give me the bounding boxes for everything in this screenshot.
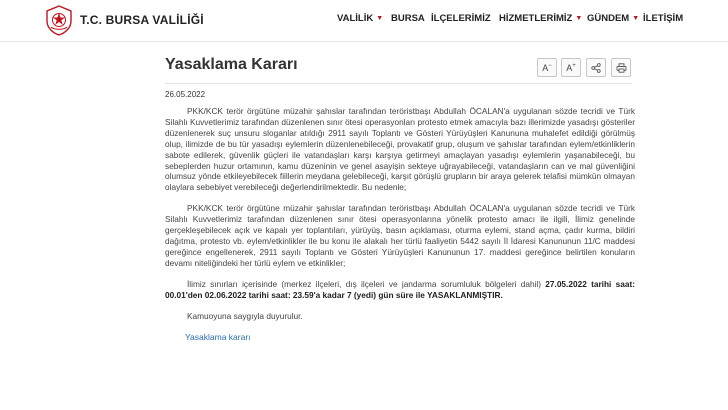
font-increase-icon: A+ [566,62,576,73]
chevron-down-icon: ▼ [575,15,583,22]
nav-item-valilik[interactable] [337,13,383,24]
font-decrease-button[interactable] [537,58,557,77]
publish-date: 26.05.2022 [165,90,206,99]
share-button[interactable] [586,58,606,77]
site-title[interactable]: T.C. BURSA VALİLİĞİ [80,13,204,27]
nav-item-ilcelerimiz[interactable] [431,13,491,24]
share-icon [591,63,601,73]
page-title: Yasaklama Kararı [165,56,298,73]
nav-item-label: GÜNDEM [587,13,630,24]
font-increase-button[interactable] [561,58,581,77]
nav-item-bursa[interactable] [391,13,425,24]
closing-text: Kamuoyuna saygıyla duyurulur. [187,310,303,321]
font-decrease-icon: A− [542,62,552,73]
nav-item-gundem[interactable] [587,13,639,24]
nav-item-label: VALİLİK [337,13,374,24]
nav-item-label: İLÇELERİMİZ [431,13,491,24]
nav-item-label: HİZMETLERİMİZ [499,13,573,24]
nav-item-label: İLETİŞİM [643,13,684,24]
nav-item-iletisim[interactable] [643,13,683,24]
chevron-down-icon: ▼ [376,15,384,22]
ban-decision-dates: 27.05.2022 tarihi saat: 00.01'den 02.06.2022 tarihi saat: 23.59'a kadar 7 (yedi) gün süre ile YASAKLANMIŞTIR. [165,278,635,300]
nav-item-label: BURSA [391,13,425,24]
ban-decision-paragraph [165,279,635,301]
bursa-valiligi-logo-icon[interactable] [44,4,74,36]
print-button[interactable] [611,58,631,77]
ban-decision-text: İlimiz sınırları içerisinde (merkez ilçeleri, dış ilçeleri ve jandarma sorumluluk bölgeleri dahil) [187,278,546,289]
article-paragraph: PKK/KCK terör örgütüne müzahir şahıslar tarafından teröristbaşı Abdullah ÖCALAN'a uygulanan sözde tecridi ve Türk Silahlı Kuvvetlerimiz tarafından düzenlenen sınır ötesi operasyonlarına yönelik protesto amacı ile ilgili, İlimiz genelinde gerçekleşebilecek açık ve kapalı yer toplantıları, yürüyüş, basın açıklaması, oturma eylemi, stand açma, çadır kurma, bildiri dağıtma, protesto vb. eylem/etkinlikler ile bu konu ile alakalı her türlü faaliyetin 5442 sayılı İl İdaresi Kanununun 11/C maddesi gereğince engellenerek, 2911 sayılı Toplantı ve Gösteri Yürüyüşleri Kanununun 17. maddesi gereğince belirtilen konuların devamı niteliğindeki her türlü eylem ve etkinlikler; [165,203,635,268]
chevron-down-icon: ▼ [632,15,640,22]
nav-item-hizmetlerimiz[interactable] [499,13,582,24]
article-paragraph: PKK/KCK terör örgütüne müzahir şahıslar tarafından teröristbaşı Abdullah ÖCALAN'a uygulanan sözde tecridi ve Türk Silahlı Kuvvetlerimiz tarafından düzenlenen sınır ötesi operasyonları protesto etmek amacıyla bazı illerimizde yasadışı gösteriler düzenlenerek suç unsuru sloganlar atıldığı 2911 sayılı Toplantı ve Gösteri Yürüyüşleri Kanununa muhalefet edildiği görülmüş olup, ilimizde de bu tür yasadışı eylemlerin düzenlenebileceği, provakatif grup, oluşum ve şahıslar tarafından eylem/etkinliklerin sabote edilerek, güvenlik güçleri ile vatandaşları karşı karşıya getirmeyi amaçlayan yasadışı eylemlerin yaşanabileceği, bu sebeplerden huzur ortamının, kamu düzeninin ve genel asayişin sekteye uğrayabileceği, vatandaşların can ve mal güvenliğini olumsuz yönde etkileyebilecek fiillerin meydana gelebileceği, karşıt görüşlü grupların bir araya gelerek telafisi mümkün olmayan olaylara sebebiyet verebileceği değerlendirilmektedir. Bu nedenle; [165,106,635,193]
decision-document-link[interactable]: Yasaklama kararı [185,332,251,343]
print-icon [616,63,627,73]
site-header [0,0,728,42]
article-body [165,106,635,343]
title-divider [165,83,632,84]
